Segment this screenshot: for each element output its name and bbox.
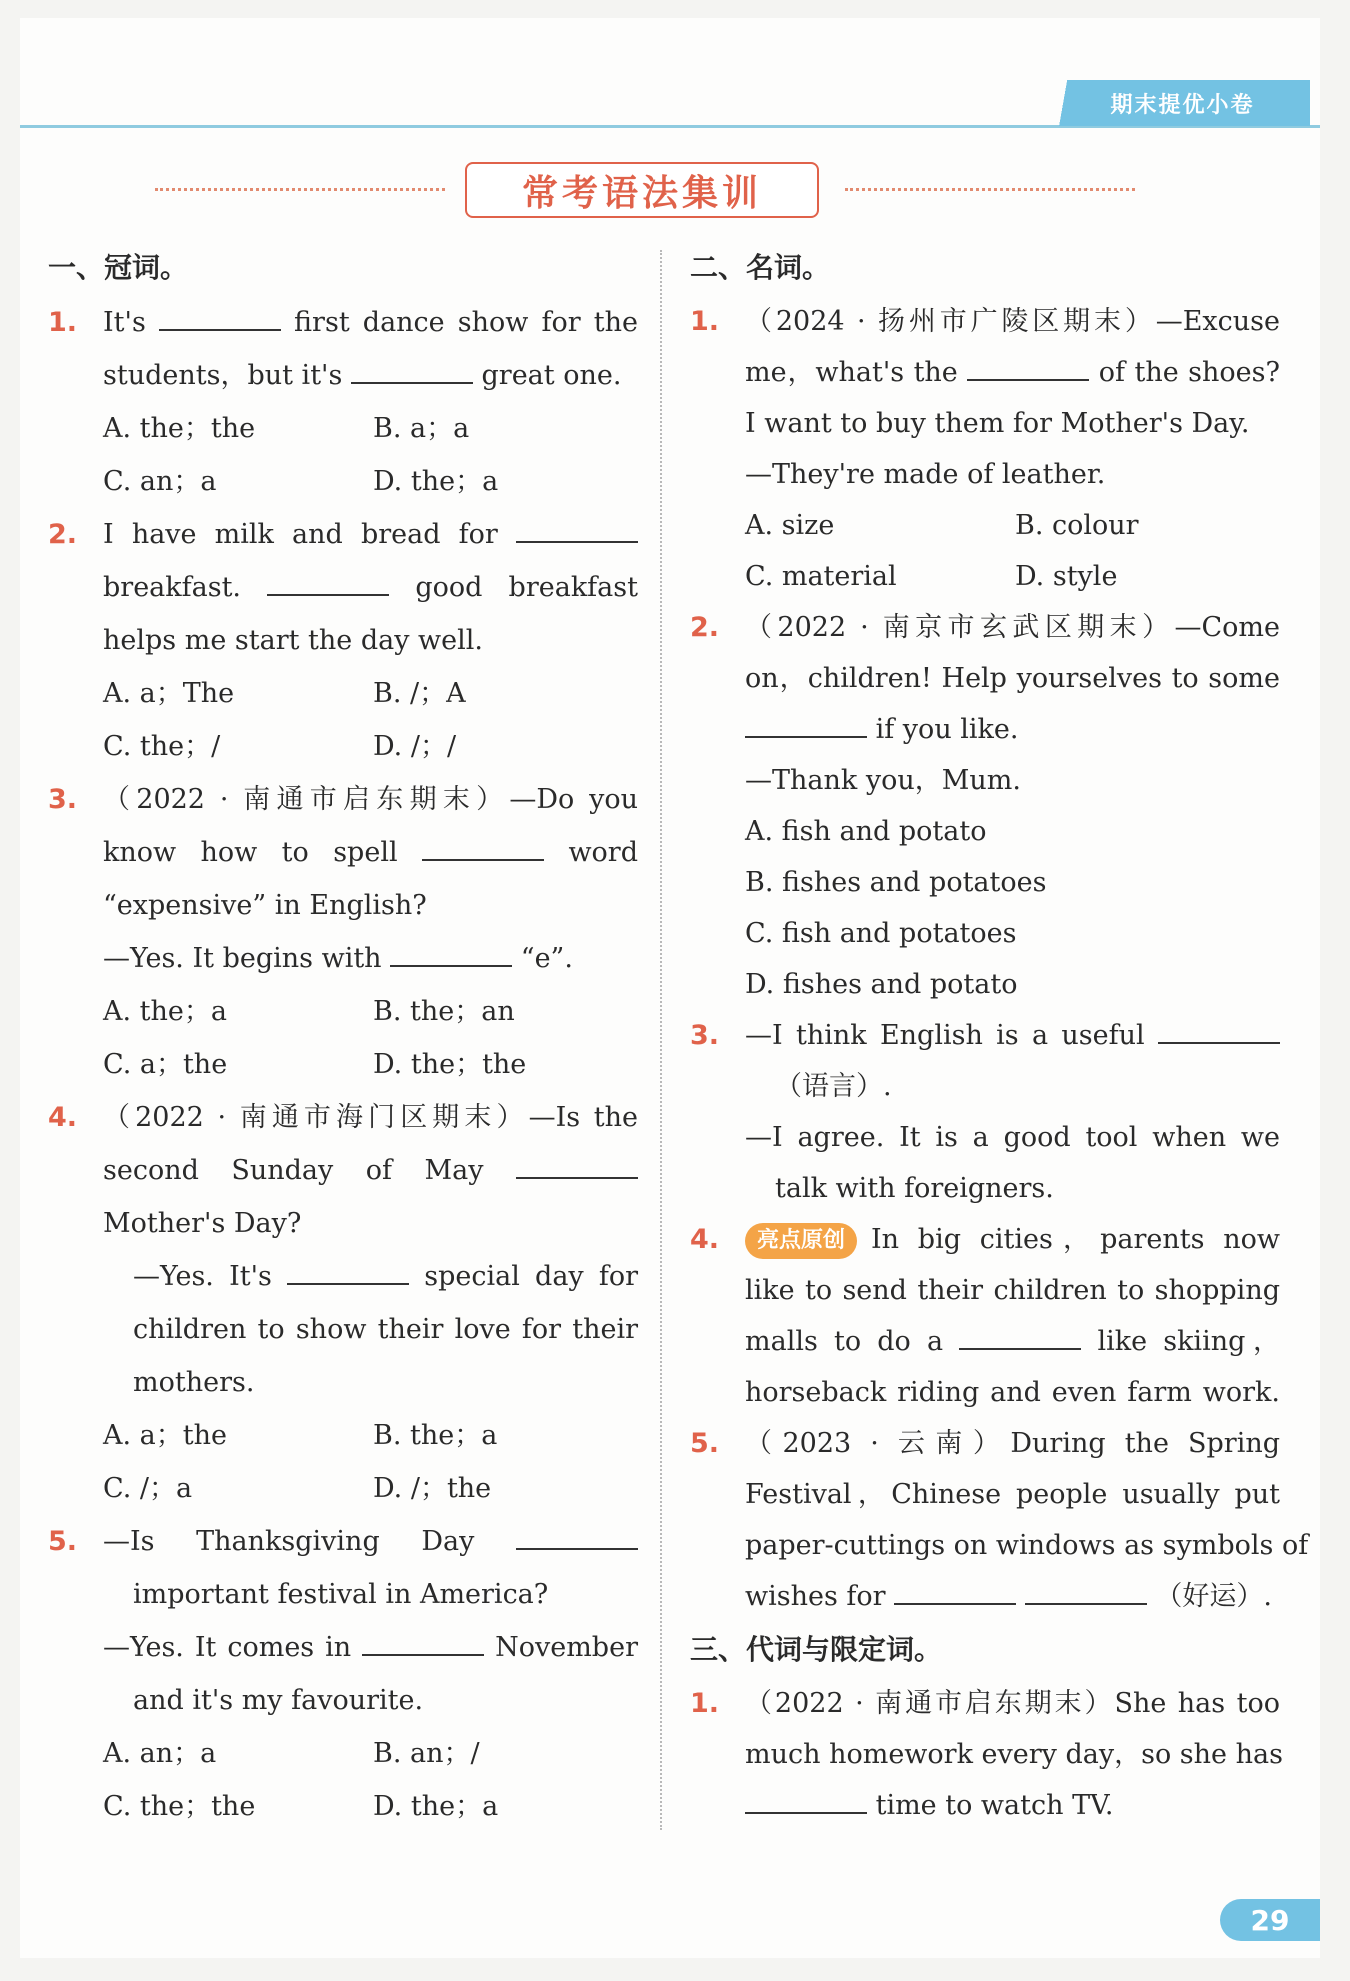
option[interactable]: D. /；/ [373, 731, 457, 762]
option[interactable]: D. the；the [373, 1049, 527, 1080]
answer-blank[interactable] [390, 939, 512, 967]
answer-blank[interactable] [1025, 1577, 1147, 1605]
header-tag: 期末提优小卷 [1055, 80, 1310, 126]
option[interactable]: B. fishes and potatoes [745, 867, 1047, 898]
section-title-articles: 一、冠词。 [48, 251, 189, 284]
question-3: 3. （2022 · 南通市启东期末）—Do you know how to spell word “expensive” in English? —Yes. It begins with “e”. A. the；a B. the；an C. a；the D. the；the [48, 773, 638, 1091]
question-number: 4. [690, 1224, 720, 1255]
question-5: 5. —Is Thanksgiving Day important festival in America? —Yes. It comes in November and it's my favourite. A. an；a B. an；/ C. the；the D. the；a [48, 1515, 638, 1833]
option[interactable]: C. /；a [103, 1473, 193, 1504]
question-5: 5. （2023 · 云南）During the Spring Festival，Chinese people usually put paper-cuttings on windows as symbols of wishes for （好运）. [690, 1418, 1280, 1622]
answer-blank[interactable] [745, 1786, 867, 1814]
options [103, 1727, 638, 1833]
answer-blank[interactable] [362, 1628, 484, 1656]
section-title-pronouns: 三、代词与限定词。 [690, 1633, 943, 1666]
page-number: 29 [1220, 1899, 1320, 1941]
question-number: 1. [690, 306, 720, 337]
answer-blank[interactable] [745, 710, 867, 738]
question-3: 3. —I think English is a useful （语言）. —I agree. It is a good tool when we talk with foreigners. [690, 1010, 1280, 1214]
question-1: 1. It's first dance show for the students，but it's great one. A. the；the B. a；a C. an；a D. the；a [48, 296, 638, 508]
question-2: 2. （2022 · 南京市玄武区期末）—Come on，children! Help yourselves to some if you like. —Thank you，Mum. A. fish and potato B. fishes and potatoes C. fish and potatoes D. fishes and potato [690, 602, 1280, 1010]
answer-blank[interactable] [1158, 1016, 1280, 1044]
answer-blank[interactable] [894, 1577, 1016, 1605]
right-column [690, 240, 1309, 1831]
option[interactable]: A. the；a [103, 996, 227, 1027]
question-number: 5. [48, 1526, 78, 1557]
answer-blank[interactable] [267, 568, 389, 596]
answer-blank[interactable] [516, 515, 638, 543]
answer-blank[interactable] [351, 356, 473, 384]
option[interactable]: B. the；a [373, 1420, 498, 1451]
answer-blank[interactable] [516, 1522, 638, 1550]
answer-blank[interactable] [287, 1257, 409, 1285]
answer-blank[interactable] [959, 1322, 1081, 1350]
option[interactable]: B. a；a [373, 413, 470, 444]
option[interactable]: C. fish and potatoes [745, 918, 1017, 949]
answer-blank[interactable] [967, 353, 1089, 381]
question-4: 4. （2022 · 南通市海门区期末）—Is the second Sunday of May Mother's Day? —Yes. It's special day for children to show their love for their mothers. A. a；the B. the；a C. /；a D. /；the [48, 1091, 638, 1515]
option[interactable]: A. the；the [103, 413, 256, 444]
option[interactable]: B. an；/ [373, 1738, 480, 1769]
banner-dots-right [845, 188, 1135, 191]
option[interactable]: C. the；/ [103, 731, 221, 762]
question-number: 1. [690, 1688, 720, 1719]
answer-blank[interactable] [159, 303, 281, 331]
question-number: 3. [48, 784, 78, 815]
question-number: 3. [690, 1020, 720, 1051]
column-divider [660, 250, 662, 1830]
question-number: 2. [690, 612, 720, 643]
option[interactable]: D. fishes and potato [745, 969, 1018, 1000]
option[interactable]: D. /；the [373, 1473, 492, 1504]
option[interactable]: B. /；A [373, 678, 466, 709]
banner-dots-left [155, 188, 445, 191]
option[interactable]: A. an；a [103, 1738, 217, 1769]
options [103, 985, 638, 1091]
option[interactable]: C. a；the [103, 1049, 228, 1080]
option[interactable]: A. a；the [103, 1420, 227, 1451]
question-1: 1. （2024 · 扬州市广陵区期末）—Excuse me，what's the of the shoes? I want to buy them for Mother's Day. —They're made of leather. A. size B. colour C. material D. style [690, 296, 1280, 602]
question-number: 1. [48, 307, 78, 338]
option[interactable]: C. the；the [103, 1791, 256, 1822]
section-banner [0, 158, 1350, 220]
options [745, 500, 1280, 602]
section-title-nouns: 二、名词。 [690, 251, 831, 284]
original-badge: 亮点原创 [745, 1223, 857, 1259]
option[interactable]: D. the；a [373, 1791, 499, 1822]
option[interactable]: B. colour [1015, 510, 1139, 541]
option[interactable]: A. size [745, 510, 835, 541]
question-number: 4. [48, 1102, 78, 1133]
options [103, 667, 638, 773]
question-number: 5. [690, 1428, 720, 1459]
question-6: 1. （2022 · 南通市启东期末）She has too much homework every day，so she has time to watch TV. [690, 1678, 1280, 1831]
option[interactable]: D. the；a [373, 466, 499, 497]
question-number: 2. [48, 519, 78, 550]
option[interactable]: A. a；The [103, 678, 235, 709]
options [103, 402, 638, 508]
option[interactable]: C. an；a [103, 466, 217, 497]
left-column [48, 240, 638, 1833]
options [103, 1409, 638, 1515]
option[interactable]: C. material [745, 561, 897, 592]
option[interactable]: A. fish and potato [745, 816, 987, 847]
question-2: 2. I have milk and bread for breakfast. good breakfast helps me start the day well. A. a；The B. /；A C. the；/ D. /；/ [48, 508, 638, 773]
answer-blank[interactable] [422, 833, 544, 861]
option[interactable]: D. style [1015, 561, 1118, 592]
option[interactable]: B. the；an [373, 996, 515, 1027]
banner-title: 常考语法集训 [465, 162, 819, 218]
answer-blank[interactable] [516, 1151, 638, 1179]
question-4: 4. 亮点原创 In big cities，parents now like to send their children to shopping malls to do a like skiing， horseback riding and even farm work. [690, 1214, 1280, 1418]
